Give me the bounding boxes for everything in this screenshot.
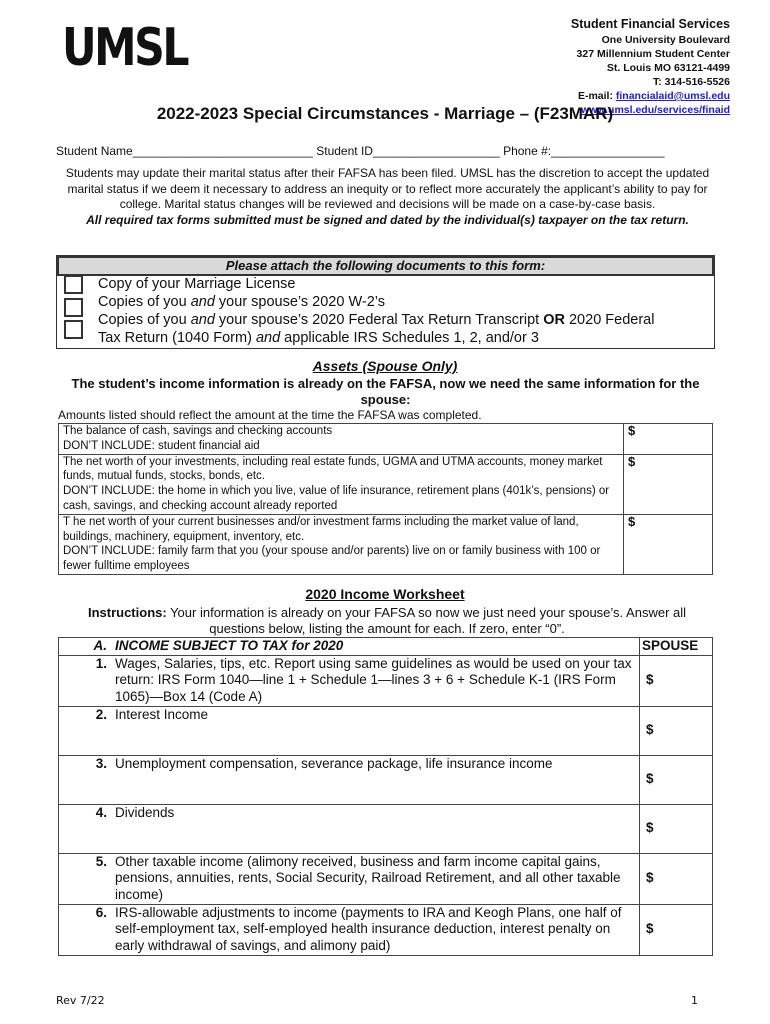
doc-item-w2: Copies of you and your spouse’s 2020 W-2’s	[98, 294, 385, 310]
income-item: 1. Wages, Salaries, tips, etc. Report using same guidelines as would be used on your tax return: IRS Form 1040—line 1 + Schedule 1—lines 3 + 6 + Schedule K-1 (IRS Form 1065)—Box 14 (Code A)	[59, 655, 640, 706]
asset-amount-field[interactable]: $	[624, 514, 713, 574]
income-amount-field[interactable]: $	[640, 904, 713, 955]
email-line	[571, 89, 730, 103]
table-row	[59, 424, 713, 455]
income-amount-field[interactable]: $	[640, 755, 713, 804]
phone-number: T: 314-516-5526	[652, 76, 730, 88]
income-amount-field[interactable]: $	[640, 655, 713, 706]
table-row	[59, 454, 713, 514]
income-item: 4. Dividends	[59, 804, 640, 853]
worksheet-instructions: Instructions: Your information is already on your FAFSA so now we just need your spouse’s. Answer all questions below, listing the amount for each. If zero, enter “0”.	[87, 605, 687, 636]
intro-text: Students may update their marital status after their FAFSA has been filed. UMSL has the discretion to accept the updated marital status if we deem it necessary to address an inequity or to reflect more accurately the applicant’s ability to pay for college. Marital status changes will be reviewed and decisions will be made on a case-by-case basis.	[65, 166, 710, 211]
income-item: 2. Interest Income	[59, 706, 640, 755]
revision-label: Rev 7/22	[56, 994, 105, 1007]
email-label: E-mail:	[577, 90, 613, 102]
umsl-logo: UMSL	[62, 18, 188, 78]
asset-description: The net worth of your investments, including real estate funds, UGMA and UTMA accounts, money market funds, mutual funds, stocks, bonds, etc. DON’T INCLUDE: the home in which you live, value of life insurance, retirement plans (401k’s, pensions) or cash, savings, and checking account already reported	[59, 454, 624, 514]
checkbox-w2[interactable]	[64, 298, 83, 317]
assets-title: Assets (Spouse Only)	[312, 358, 458, 374]
assets-note: Amounts listed should reflect the amount at the time the FAFSA was completed.	[58, 408, 482, 422]
email-link[interactable]: financialaid@umsl.edu	[615, 90, 730, 102]
worksheet-title: 2020 Income Worksheet	[305, 586, 465, 602]
website-link[interactable]: www.umsl.edu/services/finaid	[581, 104, 730, 116]
asset-description: The balance of cash, savings and checking accounts DON’T INCLUDE: student financial aid	[59, 424, 624, 455]
office-name: Student Financial Services	[570, 17, 730, 31]
table-row	[59, 755, 713, 804]
doc-item-tax-return: Copies of you and your spouse’s 2020 Federal Tax Return Transcript OR 2020 Federal	[98, 312, 655, 328]
attach-heading: Please attach the following documents to this form:	[57, 256, 714, 276]
street-address: One University Boulevard	[601, 34, 730, 46]
table-row	[59, 655, 713, 706]
checkbox-marriage-license[interactable]	[64, 275, 83, 294]
income-table	[58, 637, 713, 956]
doc-item-tax-return-cont: Tax Return (1040 Form) and applicable IRS Schedules 1, 2, and/or 3	[98, 330, 539, 346]
intro-bold-note: All required tax forms submitted must be signed and dated by the individual(s) taxpayer on the tax return.	[86, 212, 689, 227]
asset-amount-field[interactable]: $	[624, 454, 713, 514]
table-header-row	[59, 638, 713, 656]
table-row	[59, 804, 713, 853]
form-title: 2022-2023 Special Circumstances - Marriage – (F23MAR)	[156, 104, 614, 123]
building-address: 327 Millennium Student Center	[576, 48, 730, 60]
table-row	[59, 904, 713, 955]
intro-paragraph	[60, 166, 715, 228]
city-address: St. Louis MO 63121-4499	[606, 62, 730, 74]
spouse-column-header: SPOUSE	[640, 638, 713, 656]
page-number: 1	[691, 994, 698, 1007]
student-info-fields[interactable]: Student Name___________________________ Student ID___________________ Phone #:_________________	[56, 144, 665, 158]
income-item: 6. IRS-allowable adjustments to income (payments to IRA and Keogh Plans, one half of self-employment tax, self-employed health insurance deduction, interest penalty on early withdrawal of savings, and alimony paid)	[59, 904, 640, 955]
income-item: 3. Unemployment compensation, severance package, life insurance income	[59, 755, 640, 804]
contact-block	[571, 16, 730, 117]
checkbox-tax-return[interactable]	[64, 320, 83, 339]
section-header: A. INCOME SUBJECT TO TAX for 2020	[59, 638, 640, 656]
asset-amount-field[interactable]: $	[624, 424, 713, 455]
income-amount-field[interactable]: $	[640, 853, 713, 904]
income-amount-field[interactable]: $	[640, 804, 713, 853]
assets-table	[58, 423, 713, 575]
table-row	[59, 514, 713, 574]
assets-subtitle: The student’s income information is already on the FAFSA, now we need the same information for the spouse:	[71, 376, 700, 407]
asset-description: T he net worth of your current businesses and/or investment farms including the market value of land, buildings, machinery, equipment, inventory, etc. DON’T INCLUDE: family farm that you (your spouse and/or parents) live on or family business with 100 or fewer fulltime employees	[59, 514, 624, 574]
income-amount-field[interactable]: $	[640, 706, 713, 755]
doc-item-marriage-license: Copy of your Marriage License	[98, 276, 296, 292]
table-row	[59, 853, 713, 904]
income-item: 5. Other taxable income (alimony received, business and farm income capital gains, pensions, annuities, rents, Social Security, Railroad Retirement, and all other taxable income)	[59, 853, 640, 904]
table-row	[59, 706, 713, 755]
